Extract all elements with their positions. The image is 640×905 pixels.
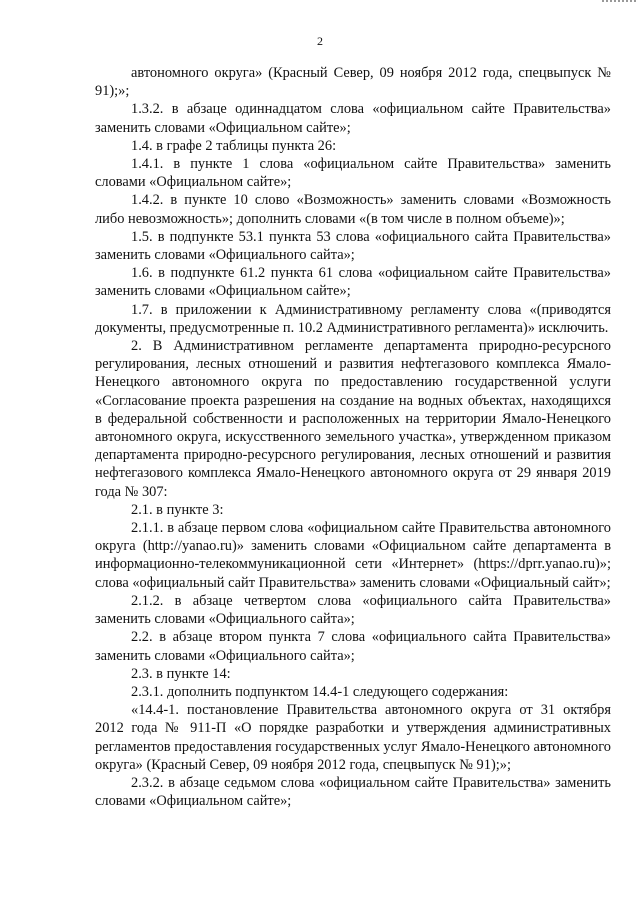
scan-corner-mark	[602, 0, 636, 8]
paragraph-1-3-2: 1.3.2. в абзаце одиннадцатом слова «официальном сайте Правительства» заменить словами «Официальном сайте»;	[95, 101, 611, 136]
paragraph-1-5: 1.5. в подпункте 53.1 пункта 53 слова «официального сайта Правительства» заменить словами «Официального сайта»;	[95, 228, 611, 264]
paragraph-1-6: 1.6. в подпункте 61.2 пункта 61 слова «официальном сайте Правительства» заменить словами «Официальном сайте»;	[95, 265, 611, 300]
paragraph-2-1-1: 2.1.1. в абзаце первом слова «официальном сайте Правительства автономного округа (http://yanao.ru)» заменить словами «Официальном сайте департамента в информационно-телекоммуникационной сети «Интернет» (https://dprr.yanao.ru)»; слова «официальный сайт Правительства» заменить словами «Официальный сайт»;	[95, 520, 611, 591]
paragraph-continuation: автономного округа» (Красный Север, 09 ноября 2012 года, спецвыпуск № 91);»;	[95, 65, 611, 100]
paragraph-1-4-1: 1.4.1. в пункте 1 слова «официальном сайте Правительства» заменить словами «Официальном сайте»;	[95, 156, 611, 191]
document-body	[95, 64, 611, 810]
paragraph-2-1-2: 2.1.2. в абзаце четвертом слова «официального сайта Правительства» заменить словами «Официального сайта»;	[95, 592, 611, 628]
paragraph-14-4-1-quote: «14.4-1. постановление Правительства автономного округа от 31 октября 2012 года № 911-П «О порядке разработки и утверждения административных регламентов предоставления государственных услуг Ямало-Ненецкого автономного округа» (Красный Север, 09 ноября 2012 года, спецвыпуск № 91);»;	[95, 702, 611, 773]
paragraph-1-4-2: 1.4.2. в пункте 10 слово «Возможность» заменить словами «Возможность либо невозможность»; дополнить словами «(в том числе в полном объеме)»;	[95, 192, 611, 227]
paragraph-1-4: 1.4. в графе 2 таблицы пункта 26:	[131, 137, 337, 154]
paragraph-2-2: 2.2. в абзаце втором пункта 7 слова «официального сайта Правительства» заменить словами «Официального сайта»;	[95, 629, 611, 664]
paragraph-2-3-2: 2.3.2. в абзаце седьмом слова «официальном сайте Правительства» заменить словами «Официальном сайте»;	[95, 774, 611, 810]
paragraph-2-3: 2.3. в пункте 14:	[131, 665, 231, 682]
paragraph-2: 2. В Административном регламенте департамента природно-ресурсного регулирования, лесных отношений и развития нефтегазового комплекса Ямало-Ненецкого автономного округа по предоставлению государственной услуги «Согласование проекта разрешения на создание на водных объектах, находящихся в федеральной собственности и расположенных на территории Ямало-Ненецкого автономного округа, искусственного земельного участка», утвержденном приказом департамента природно-ресурсного регулирования, лесных отношений и развития нефтегазового комплекса Ямало-Ненецкого автономного округа от 29 января 2019 года № 307:	[95, 338, 611, 500]
paragraph-1-7: 1.7. в приложении к Административному регламенту слова «(приводятся документы, предусмотренные п. 10.2 Административного регламента)» исключить.	[95, 301, 611, 336]
paragraph-2-3-1: 2.3.1. дополнить подпунктом 14.4-1 следующего содержания:	[131, 683, 509, 700]
paragraph-2-1: 2.1. в пункте 3:	[131, 501, 224, 518]
page-number: 2	[317, 34, 323, 48]
